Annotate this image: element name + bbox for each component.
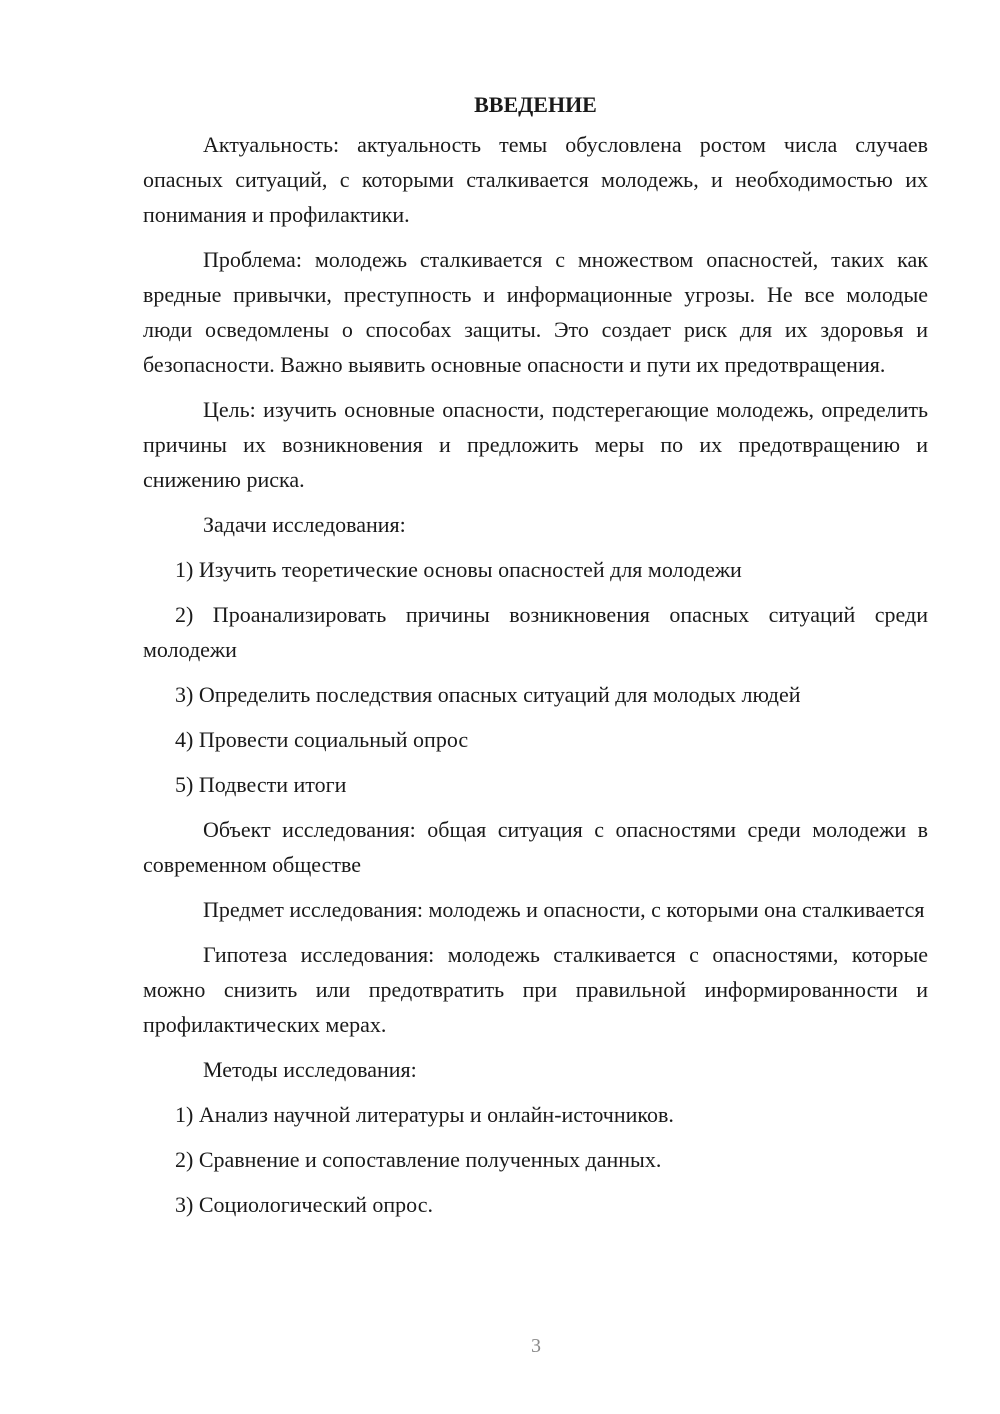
hypothesis-paragraph: Гипотеза исследования: молодежь сталкивается с опасностями, которые можно снизить или предотвратить при правильной информированности и профилактических мерах. <box>143 942 928 1037</box>
method-item: 2) Сравнение и сопоставление полученных данных. <box>175 1147 662 1172</box>
task-item: 3) Определить последствия опасных ситуаций для молодых людей <box>175 682 801 707</box>
tasks-title: Задачи исследования: <box>203 512 406 537</box>
task-item: 1) Изучить теоретические основы опасностей для молодежи <box>175 557 742 582</box>
goal-paragraph: Цель: изучить основные опасности, подстерегающие молодежь, определить причины их возникновения и предложить меры по их предотвращению и снижению риска. <box>143 397 928 492</box>
relevance-paragraph: Актуальность: актуальность темы обусловлена ростом числа случаев опасных ситуаций, с которыми сталкивается молодежь, и необходимостью их понимания и профилактики. <box>143 132 928 227</box>
task-item: 5) Подвести итоги <box>175 772 347 797</box>
section-heading: ВВЕДЕНИЕ <box>474 92 597 117</box>
task-item: 4) Провести социальный опрос <box>175 727 469 752</box>
problem-paragraph: Проблема: молодежь сталкивается с множеством опасностей, таких как вредные привычки, преступность и информационные угрозы. Не все молодые люди осведомлены о способах защиты. Это создает риск для их здоровья и безопасности. Важно выявить основные опасности и пути их предотвращения. <box>143 247 928 377</box>
method-item: 1) Анализ научной литературы и онлайн-источников. <box>175 1102 674 1127</box>
page-content <box>143 90 928 1232</box>
page-number: 3 <box>531 1335 541 1357</box>
task-item: 2) Проанализировать причины возникновения опасных ситуаций среди молодежи <box>143 602 928 662</box>
subject-paragraph: Предмет исследования: молодежь и опасности, с которыми она сталкивается <box>203 897 925 922</box>
method-item: 3) Социологический опрос. <box>175 1192 433 1217</box>
object-paragraph: Объект исследования: общая ситуация с опасностями среди молодежи в современном обществе <box>143 817 928 877</box>
methods-title: Методы исследования: <box>203 1057 417 1082</box>
